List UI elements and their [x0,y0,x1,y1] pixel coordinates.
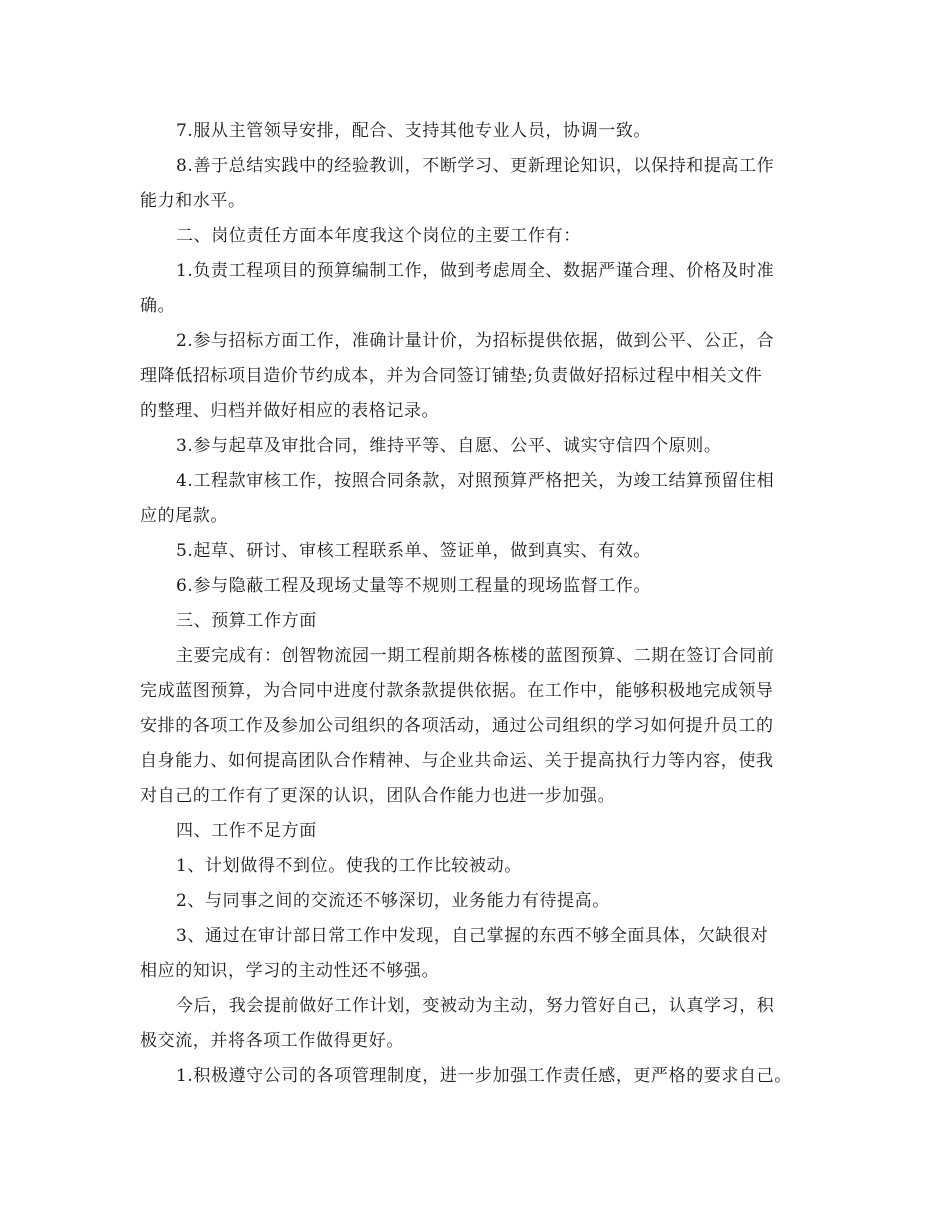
text-line: 2、与同事之间的交流还不够深切，业务能力有待提高。 [176,891,610,911]
text-line: 相应的知识，学习的主动性还不够强。 [140,961,440,981]
paragraph-item-8 [140,149,824,219]
paragraph-duty-6 [140,569,824,604]
paragraph-plan-1 [140,1059,824,1094]
text-line: 的整理、归档并做好相应的表格记录。 [140,401,440,421]
text-line: 确。 [140,296,176,316]
paragraph-shortfall-3 [140,919,824,989]
text-line: 应的尾款。 [140,506,228,526]
text-line: 3.参与起草及审批合同，维持平等、自愿、公平、诚实守信四个原则。 [176,436,722,456]
paragraph-shortfall-2 [140,884,824,919]
text-line: 理降低招标项目造价节约成本，并为合同签订铺垫;负责做好招标过程中相关文件 [140,366,763,386]
text-line: 四、工作不足方面 [176,821,317,841]
paragraph-duty-5 [140,534,824,569]
text-line: 6.参与隐蔽工程及现场丈量等不规则工程量的现场监督工作。 [176,576,652,596]
document-body [140,114,824,1094]
paragraph-future-plan [140,989,824,1059]
text-line: 8.善于总结实践中的经验教训，不断学习、更新理论知识，以保持和提高工作 [176,156,775,176]
text-line: 主要完成有：创智物流园一期工程前期各栋楼的蓝图预算、二期在签订合同前 [176,646,775,666]
text-line: 2.参与招标方面工作，准确计量计价，为招标提供依据，做到公平、公正，合 [176,331,775,351]
section-heading-2 [140,219,824,254]
text-line: 7.服从主管领导安排，配合、支持其他专业人员，协调一致。 [176,121,652,141]
text-line: 完成蓝图预算，为合同中进度付款条款提供依据。在工作中，能够积极地完成领导 [140,681,774,701]
text-line: 4.工程款审核工作，按照合同条款，对照预算严格把关，为竣工结算预留住相 [176,471,775,491]
text-line: 3、通过在审计部日常工作中发现，自己掌握的东西不够全面具体，欠缺很对 [176,926,769,946]
text-line: 自身能力、如何提高团队合作精神、与企业共命运、关于提高执行力等内容，使我 [140,751,774,771]
text-line: 能力和水平。 [140,191,246,211]
text-line: 二、岗位责任方面本年度我这个岗位的主要工作有： [176,226,581,246]
paragraph-shortfall-1 [140,849,824,884]
paragraph-duty-2 [140,324,824,429]
paragraph-duty-4 [140,464,824,534]
text-line: 今后，我会提前做好工作计划，变被动为主动，努力管好自己，认真学习，积 [176,996,775,1016]
text-line: 1.负责工程项目的预算编制工作，做到考虑周全、数据严谨合理、价格及时准 [176,261,775,281]
text-line: 1、计划做得不到位。使我的工作比较被动。 [176,856,522,876]
paragraph-budget-summary [140,639,824,814]
text-line: 三、预算工作方面 [176,611,317,631]
text-line: 安排的各项工作及参加公司组织的各项活动，通过公司组织的学习如何提升员工的 [140,716,774,736]
text-line: 对自己的工作有了更深的认识，团队合作能力也进一步加强。 [140,786,616,806]
paragraph-item-7 [140,114,824,149]
text-line: 1.积极遵守公司的各项管理制度，进一步加强工作责任感，更严格的要求自己。 [176,1066,792,1086]
paragraph-duty-3 [140,429,824,464]
section-heading-4 [140,814,824,849]
paragraph-duty-1 [140,254,824,324]
section-heading-3 [140,604,824,639]
text-line: 极交流，并将各项工作做得更好。 [140,1031,404,1051]
text-line: 5.起草、研讨、审核工程联系单、签证单，做到真实、有效。 [176,541,652,561]
